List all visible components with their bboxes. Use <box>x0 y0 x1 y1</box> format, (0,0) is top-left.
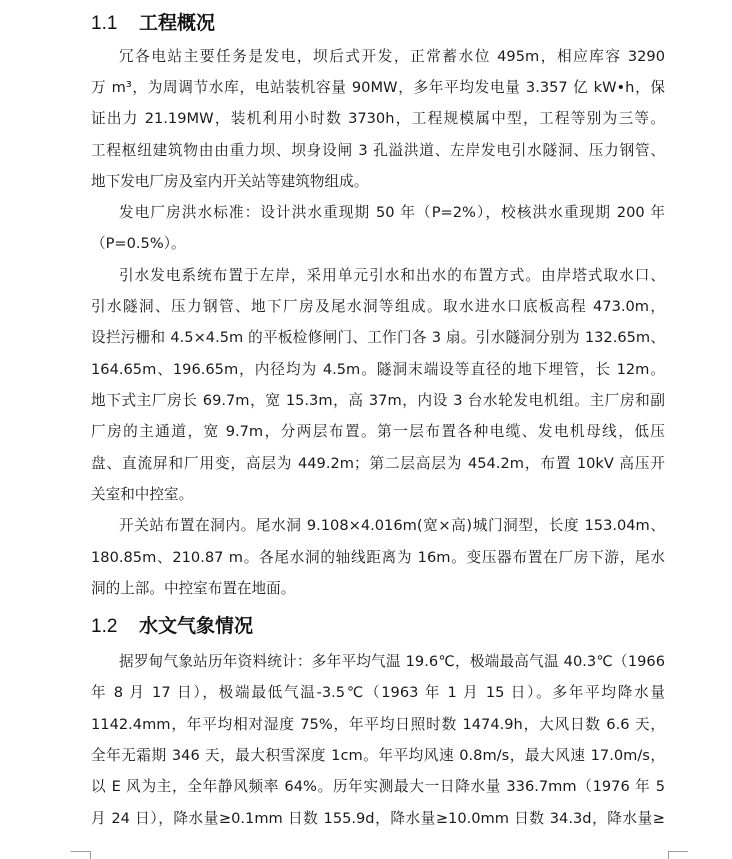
text-line: 1142.4mm，年平均相对湿度 75%，年平均日照时数 1474.9h，大风日数 6.6 天， <box>91 716 665 733</box>
text-line: 年 8 月 17 日），极端最低气温-3.5℃（1963 年 1 月 15 日）。多年平均降水量 <box>91 684 665 701</box>
text-line: 证出力 21.19MW，装机利用小时数 3730h，工程规模属中型，工程等别为三等。 <box>91 110 665 127</box>
section-number: 1.1 <box>91 13 118 34</box>
text-line: 据罗甸气象站历年资料统计：多年平均气温 19.6℃，极端最高气温 40.3℃（1966 <box>119 653 665 670</box>
section-title: 工程概况 <box>139 12 216 34</box>
text-line: 工程枢纽建筑物由由重力坝、坝身设闸 3 孔溢洪道、左岸发电引水隧洞、压力钢管、 <box>91 142 665 159</box>
text-line: 冗各电站主要任务是发电，坝后式开发，正常蓄水位 495m，相应库容 3290 <box>119 48 665 65</box>
text-line: 月 24 日），降水量≥0.1mm 日数 155.9d，降水量≥10.0mm 日数 34.3d，降水量≥ <box>91 810 665 827</box>
section-heading-1-2 <box>91 613 253 640</box>
text-line: 万 m³，为周调节水库，电站装机容量 90MW，多年平均发电量 3.357 亿 kW•h，保 <box>91 79 665 96</box>
text-line: （P=0.5%）。 <box>91 235 186 252</box>
text-line: 引水发电系统布置于左岸，采用单元引水和出水的布置方式。由岸塔式取水口、 <box>119 267 665 284</box>
text-line: 180.85m、210.87 m。各尾水洞的轴线距离为 16m。变压器布置在厂房下游，尾水 <box>91 549 665 566</box>
text-line: 洞的上部。中控室布置在地面。 <box>91 580 296 597</box>
text-line: 开关站布置在洞内。尾水洞 9.108×4.016m(宽×高)城门洞型，长度 153.04m、 <box>119 517 665 534</box>
text-line: 以 E 风为主，全年静风频率 64%。历年实测最大一日降水量 336.7mm（1976 年 5 <box>91 778 665 795</box>
margin-corner-mark-left <box>71 851 91 859</box>
margin-corner-mark-right <box>668 851 688 859</box>
text-line: 全年无霜期 346 天，最大积雪深度 1cm。年平均风速 0.8m/s，最大风速 17.0m/s， <box>91 747 665 764</box>
text-line: 地下发电厂房及室内开关站等建筑物组成。 <box>91 173 369 190</box>
text-line: 地下式主厂房长 69.7m，宽 15.3m，高 37m，内设 3 台水轮发电机组。主厂房和副 <box>91 392 665 409</box>
text-line: 厂房的主通道，宽 9.7m，分两层布置。第一层布置各种电缆、发电机母线，低压 <box>91 423 665 440</box>
text-line: 164.65m、196.65m，内径均为 4.5m。隧洞末端设等直径的地下埋管，长 12m。 <box>91 361 665 378</box>
section-heading-1-1 <box>91 10 215 37</box>
text-line: 盘、直流屏和厂用变，高层为 449.2m；第二层高层为 454.2m，布置 10kV 高压开 <box>91 455 665 472</box>
text-line: 设拦污栅和 4.5×4.5m 的平板检修闸门、工作门各 3 扇。引水隧洞分别为 132.65m、 <box>91 329 665 346</box>
section-title: 水文气象情况 <box>139 615 254 637</box>
text-line: 关室和中控室。 <box>91 486 194 503</box>
section-number: 1.2 <box>91 616 118 637</box>
text-line: 引水隧洞、压力钢管、地下厂房及尾水洞等组成。取水进水口底板高程 473.0m， <box>91 298 665 315</box>
text-line: 发电厂房洪水标准：设计洪水重现期 50 年（P=2%），校核洪水重现期 200 年 <box>119 204 665 221</box>
